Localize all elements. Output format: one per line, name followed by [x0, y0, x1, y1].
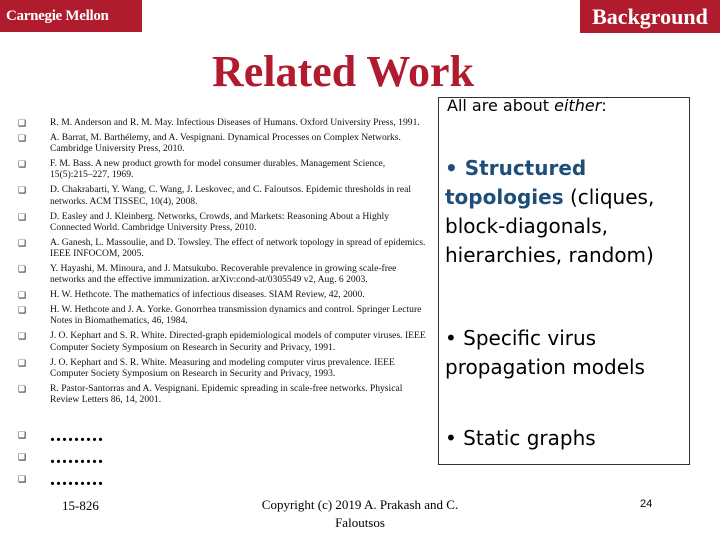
reference-text: R. Pastor-Santorras and A. Vespignani. Epidemic spreading in scale-free networks. Physical Review Letters 86, 14, 2001. [50, 382, 403, 406]
ellipsis-item [18, 446, 104, 468]
checkbox-bullet-icon: ❑ [18, 305, 27, 316]
ellipsis-text: ......... [50, 424, 104, 446]
slide-title: Related Work [212, 47, 474, 96]
reference-text: D. Easley and J. Kleinberg. Networks, Crowds, and Markets: Reasoning About a Highly Connected World. Cambridge University Press, 2010. [50, 210, 390, 233]
checkbox-bullet-icon: ❑ [18, 452, 27, 462]
checkbox-bullet-icon: ❑ [18, 290, 27, 301]
reference-item [18, 383, 428, 405]
reference-item [18, 263, 428, 285]
reference-text: D. Chakrabarti, Y. Wang, C. Wang, J. Leskovec, and C. Faloutsos. Epidemic thresholds in real networks. ACM TISSEC, 10(4), 2008. [50, 184, 412, 207]
reference-item [18, 158, 428, 180]
reference-item [18, 237, 428, 259]
summary-intro: All are about either: [447, 96, 607, 115]
reference-text: F. M. Bass. A new product growth for model consumer durables. Management Science, 15(5):215–227, 1969. [50, 158, 386, 181]
checkbox-bullet-icon: ❑ [18, 331, 27, 342]
ellipsis-item [18, 424, 104, 446]
reference-item [18, 184, 428, 206]
copyright-notice: Copyright (c) 2019 A. Prakash and C. Faloutsos [261, 497, 459, 530]
checkbox-bullet-icon: ❑ [18, 133, 27, 143]
reference-item [18, 117, 428, 128]
ellipsis-text: ......... [50, 468, 104, 490]
reference-item [18, 211, 428, 233]
reference-item [18, 132, 428, 154]
reference-text: J. O. Kephart and S. R. White. Measuring and modeling computer virus prevalence. IEEE Computer Society Symposium on Research in Security and Privacy, 1993. [50, 356, 395, 379]
reference-item [18, 289, 428, 300]
checkbox-bullet-icon: ❑ [18, 383, 27, 394]
summary-box [438, 97, 690, 465]
page-number: 24 [640, 498, 653, 510]
checkbox-bullet-icon: ❑ [18, 264, 27, 275]
checkbox-bullet-icon: ❑ [18, 211, 27, 222]
summary-item-virus-models: • Specific virus propagation models [445, 326, 645, 379]
reference-list [18, 117, 428, 409]
ellipsis-text: ......... [50, 446, 104, 468]
reference-item [18, 330, 428, 352]
reference-text: R. M. Anderson and R. M. May. Infectious Diseases of Humans. Oxford University Press, 1991. [50, 117, 420, 128]
ellipsis-list [18, 424, 104, 490]
checkbox-bullet-icon: ❑ [18, 357, 27, 368]
summary-item-topologies: • Structured topologies (cliques, block-diagonals, hierarchies, random) [445, 156, 655, 267]
summary-item-static-graphs: • Static graphs [445, 426, 596, 450]
section-tag: Background [580, 0, 720, 33]
checkbox-bullet-icon: ❑ [18, 118, 27, 128]
reference-item [18, 357, 428, 379]
checkbox-bullet-icon: ❑ [18, 237, 27, 248]
university-logo: Carnegie Mellon [0, 0, 142, 32]
reference-item [18, 304, 428, 326]
reference-text: Y. Hayashi, M. Minoura, and J. Matsukubo. Recoverable prevalence in growing scale-free networks and the effective immunization. arXiv:cond-at/0305549 v2, Aug. 6 2003. [50, 263, 397, 286]
reference-text: H. W. Hethcote. The mathematics of infectious diseases. SIAM Review, 42, 2000. [50, 289, 365, 301]
checkbox-bullet-icon: ❑ [18, 430, 27, 440]
reference-text: A. Barrat, M. Barthélemy, and A. Vespignani. Dynamical Processes on Complex Networks. Cambridge University Press, 2010. [50, 132, 401, 155]
reference-text: A. Ganesh, L. Massoulie, and D. Towsley. The effect of network topology in spread of epidemics. IEEE INFOCOM, 2005. [50, 236, 426, 260]
checkbox-bullet-icon: ❑ [18, 159, 27, 170]
reference-text: J. O. Kephart and S. R. White. Directed-graph epidemiological models of computer viruses. IEEE Computer Society Symposium on Research in Security and Privacy, 1991. [50, 330, 426, 353]
ellipsis-item [18, 468, 104, 490]
checkbox-bullet-icon: ❑ [18, 185, 27, 196]
checkbox-bullet-icon: ❑ [18, 474, 27, 484]
reference-text: H. W. Hethcote and J. A. Yorke. Gonorrhea transmission dynamics and control. Springer Lecture Notes in Biomathematics, 46, 1984. [50, 304, 422, 327]
course-number: 15-826 [62, 498, 99, 513]
